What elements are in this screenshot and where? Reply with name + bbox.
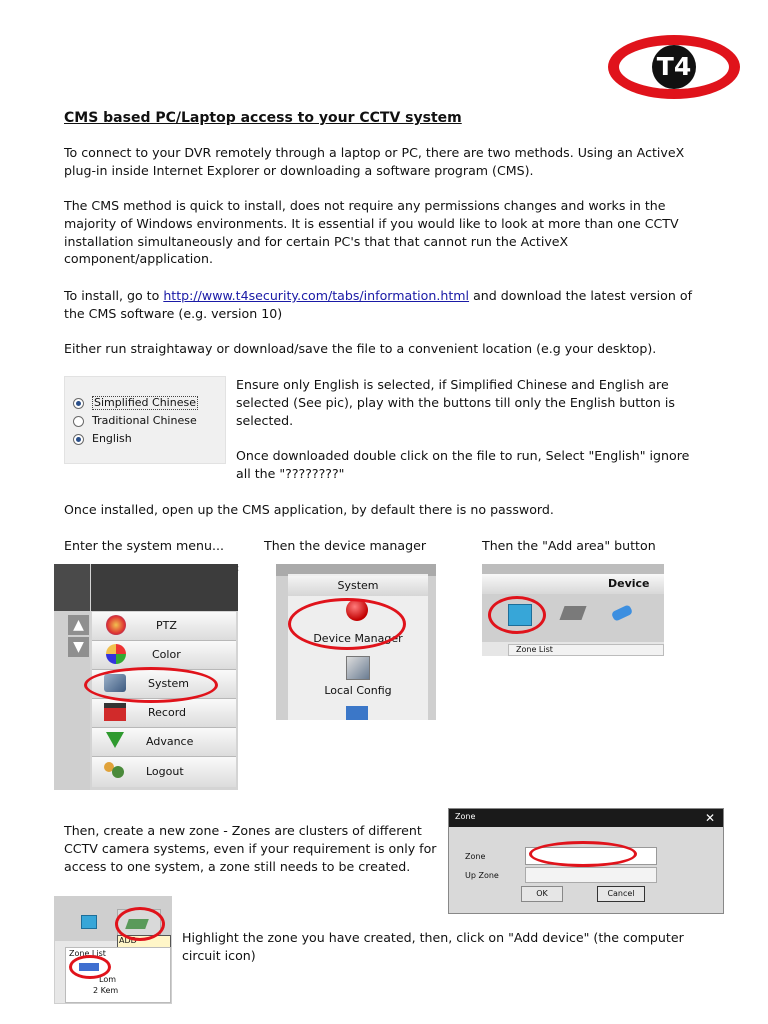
language-label: English <box>92 432 132 445</box>
menu-item-label: PTZ <box>156 619 177 632</box>
local-config-icon <box>346 656 370 680</box>
dm-header: Device <box>482 574 664 594</box>
page-title: CMS based PC/Laptop access to your CCTV system <box>64 110 462 126</box>
scroll-down-button[interactable]: ▼ <box>68 637 89 657</box>
add-device-paragraph: Highlight the zone you have created, then, click on "Add device" (the computer circuit icon) <box>182 930 684 963</box>
cancel-button[interactable]: Cancel <box>597 886 645 902</box>
close-icon[interactable]: ✕ <box>705 811 716 825</box>
install-paragraph <box>64 287 704 323</box>
menu-item-color[interactable] <box>92 641 236 670</box>
language-option-simplified[interactable] <box>73 396 198 410</box>
menu-item-label: Logout <box>146 765 184 778</box>
highlight-ring <box>115 907 165 941</box>
panel-header: System <box>288 576 428 596</box>
zone-dialog-titlebar <box>449 809 724 827</box>
installed-paragraph: Once installed, open up the CMS application, by default there is no password. <box>64 502 554 517</box>
intro-paragraph: To connect to your DVR remotely through a laptop or PC, there are two methods. Using an ActiveX plug-in inside Internet Explorer or downloading a software program (CMS). <box>64 145 685 178</box>
menu-item-label: Record <box>148 706 187 719</box>
up-zone-select[interactable] <box>525 867 657 883</box>
install-text-before: To install, go to <box>64 288 164 303</box>
download-link[interactable]: http://www.t4security.com/tabs/information.html <box>163 288 470 303</box>
ptz-icon <box>106 615 126 635</box>
menu-item-ptz[interactable] <box>92 612 236 641</box>
download-arrow-icon <box>106 732 124 748</box>
highlight-ring <box>529 841 637 867</box>
tree-item[interactable]: 2 Kem <box>93 986 119 995</box>
caption-device-manager: Then the device manager <box>264 538 427 553</box>
language-option-english[interactable] <box>73 433 132 445</box>
tree-item[interactable]: Lom <box>99 975 117 984</box>
menu-item-label: Color <box>152 648 181 661</box>
zone-dialog-title: Zone <box>455 812 476 821</box>
scroll-up-button[interactable]: ▲ <box>68 615 89 635</box>
zone-list-title: Zone List <box>69 949 106 958</box>
caption-add-area: Then the "Add area" button <box>482 538 656 553</box>
device-manager-screenshot <box>276 564 436 720</box>
add-device-label: ADD <box>117 935 171 957</box>
zone-list-label: Zone List <box>516 645 553 654</box>
menu-dark-top-right <box>91 564 238 611</box>
language-selection-screenshot <box>64 376 226 464</box>
menu-item-label: Advance <box>146 735 194 748</box>
up-zone-label: Up Zone <box>465 871 499 880</box>
clapperboard-icon <box>104 703 126 721</box>
next-item-icon <box>346 706 368 720</box>
highlight-ring <box>84 667 218 703</box>
language-label: Traditional Chinese <box>92 414 197 427</box>
local-config-button[interactable] <box>288 650 428 700</box>
zone-label: Zone <box>465 852 486 861</box>
menu-item-logout[interactable] <box>92 757 236 787</box>
language-note-2: Once downloaded double click on the file to run, Select "English" ignore all the "????????" <box>236 448 690 481</box>
radio-empty-icon <box>73 416 84 427</box>
highlight-ring <box>488 596 546 634</box>
create-zone-paragraph: Then, create a new zone - Zones are clusters of different CCTV camera systems, even if your requirement is only for access to one system, a zone still needs to be created. <box>64 823 437 874</box>
cms-method-paragraph: The CMS method is quick to install, does not require any permissions changes and works in the majority of Windows environments. It is essential if you would like to look at more than one CCTV installation simultaneously and for certain PC's that that cannot run the ActiveX component/application. <box>64 198 679 267</box>
add-device-screenshot <box>54 896 172 1004</box>
language-note-1: Ensure only English is selected, if Simplified Chinese and English are selected (See pic), play with the buttons till only the English button is selected. <box>236 377 675 428</box>
device-manager-label: Device Manager <box>313 632 403 645</box>
users-icon-2 <box>112 766 124 778</box>
radio-selected-icon <box>73 434 84 445</box>
menu-item-record[interactable] <box>92 699 236 728</box>
highlight-ring <box>288 598 406 650</box>
color-wheel-icon <box>106 644 126 664</box>
menu-item-label: System <box>148 677 190 690</box>
menu-dark-top <box>54 564 90 611</box>
local-config-label: Local Config <box>324 684 392 697</box>
menu-item-advance[interactable] <box>92 728 236 757</box>
language-label: Simplified Chinese <box>94 396 196 409</box>
logo-text: T4 <box>656 52 692 81</box>
add-area-icon <box>81 915 97 929</box>
stray-mark: : <box>236 563 240 574</box>
install-text-after: and download the latest version of the CMS software (e.g. version 10) <box>64 288 693 321</box>
zone-dialog-screenshot <box>448 808 724 914</box>
highlight-ring <box>69 955 111 979</box>
run-paragraph: Either run straightaway or download/save the file to a convenient location (e.g your desktop). <box>64 341 657 356</box>
add-area-screenshot <box>482 564 664 656</box>
language-option-traditional[interactable] <box>73 415 197 427</box>
caption-system-menu: Enter the system menu... <box>64 538 224 553</box>
dm-top-bar <box>482 564 664 574</box>
radio-selected-icon <box>73 398 84 409</box>
ok-button[interactable]: OK <box>521 886 563 902</box>
system-menu-screenshot <box>54 564 238 790</box>
t4-logo <box>604 30 744 102</box>
